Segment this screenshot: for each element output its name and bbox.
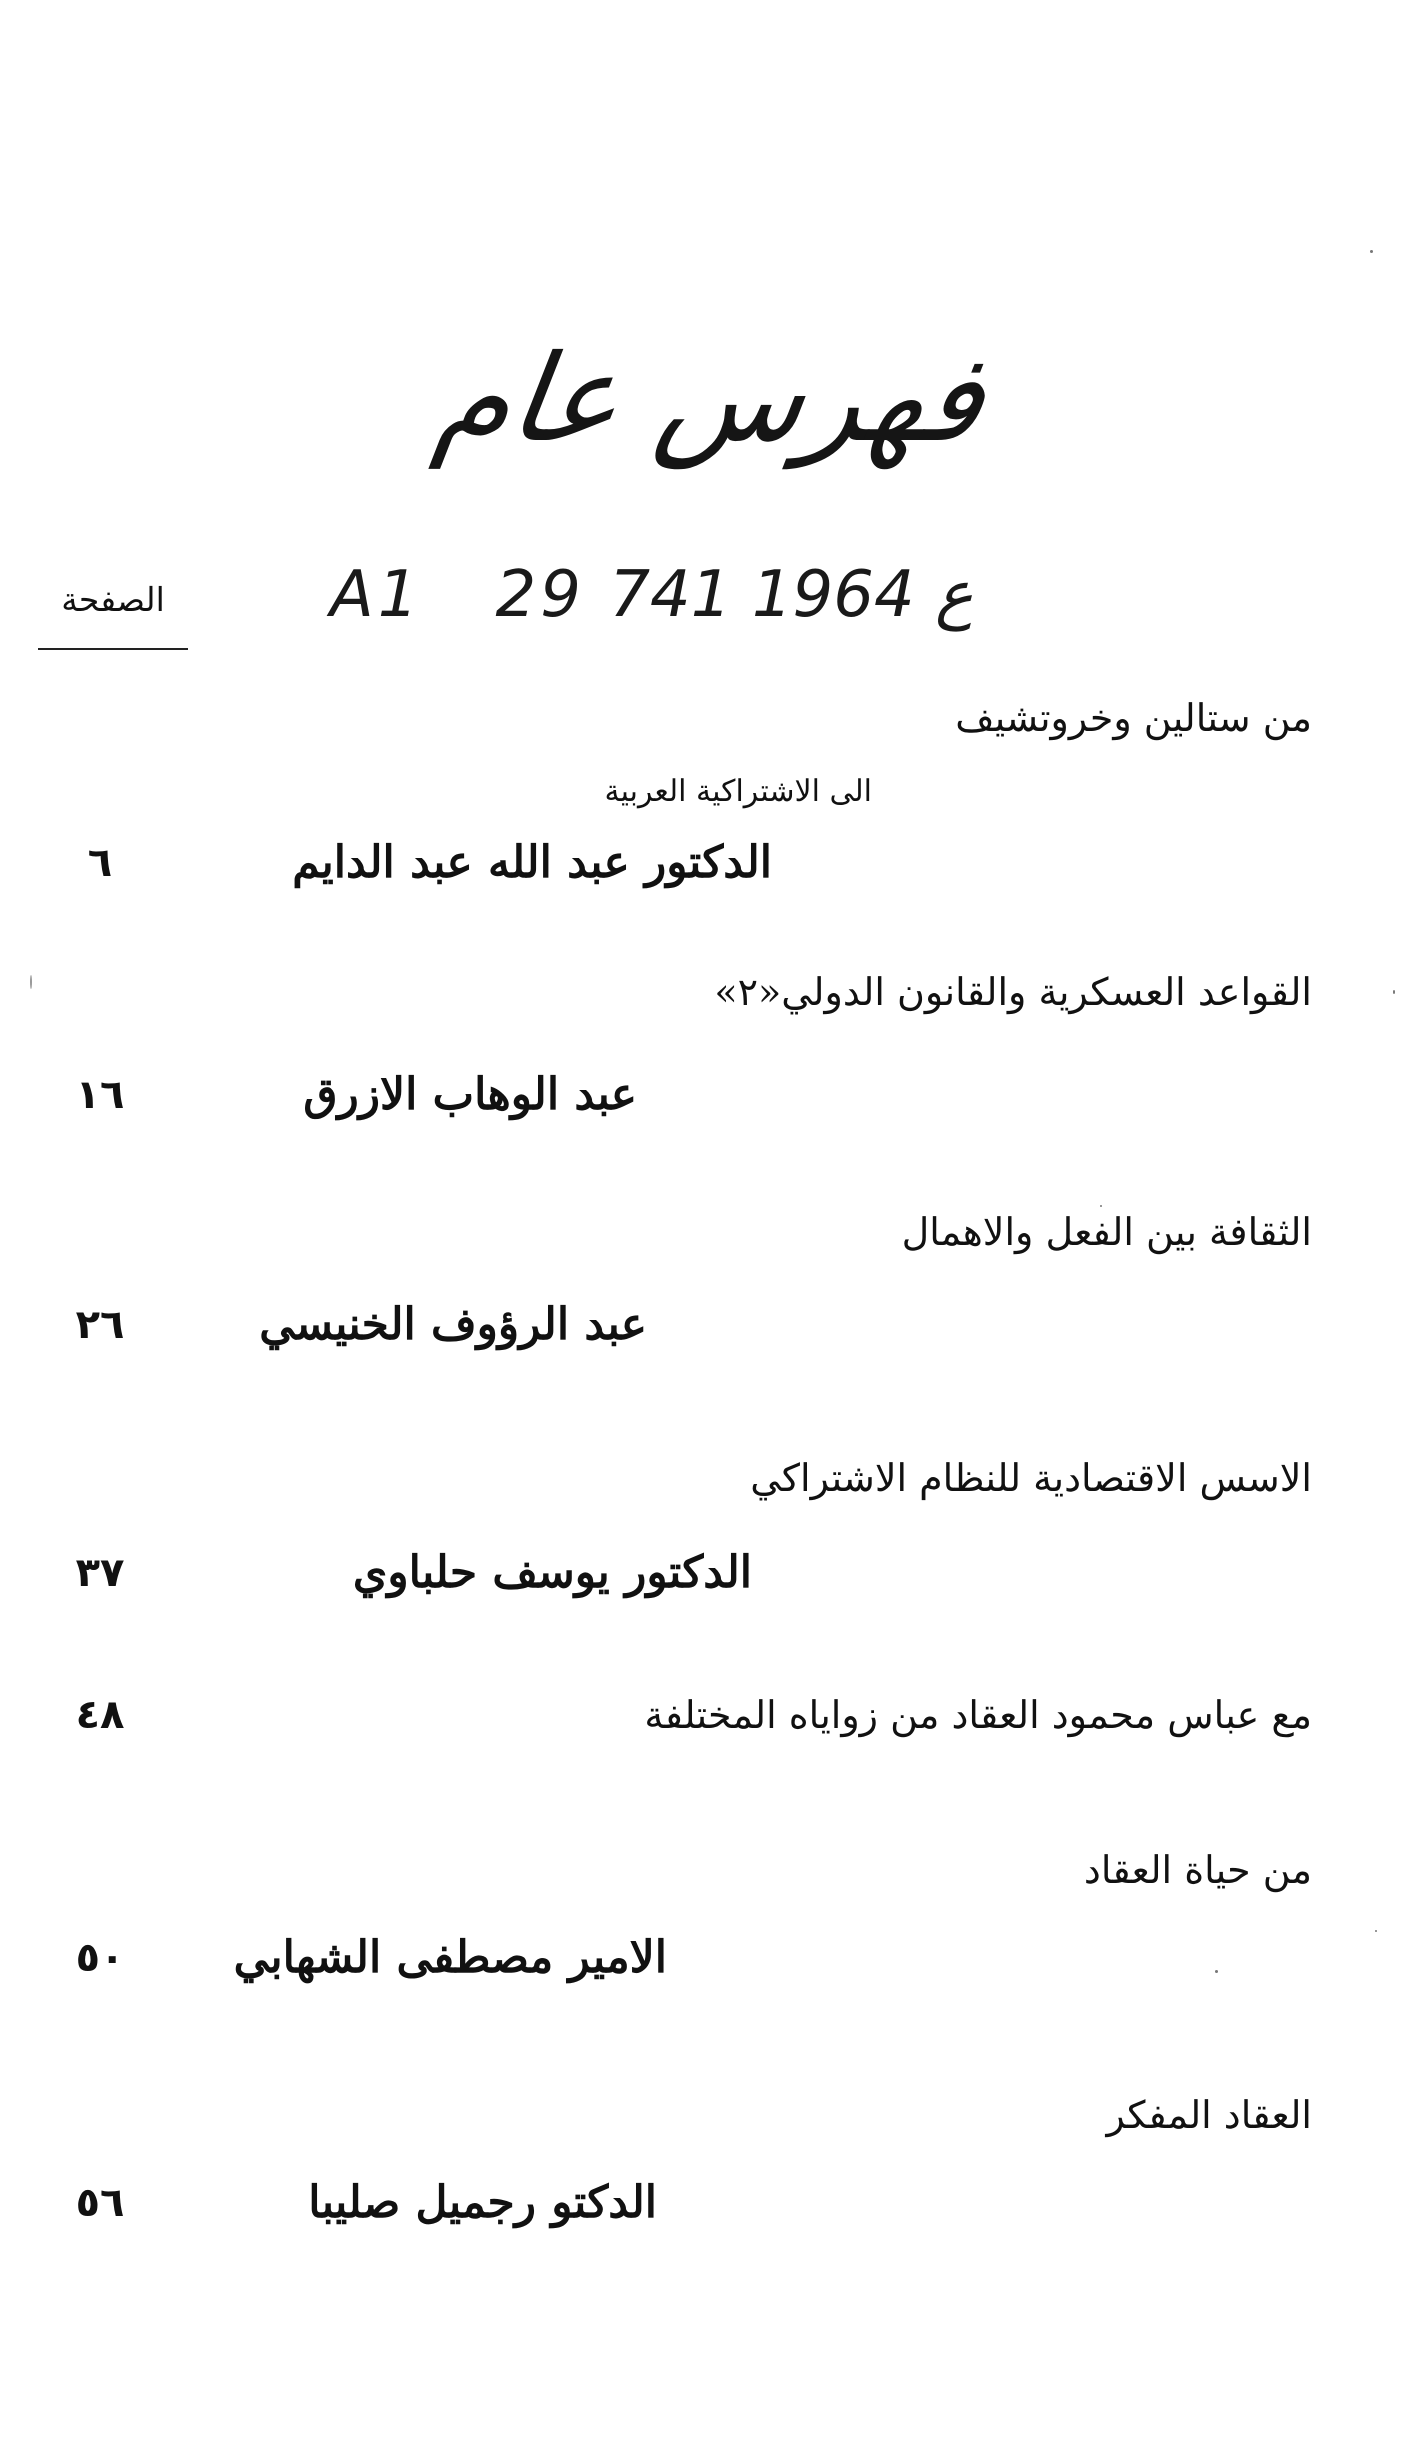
entry-title: من ستالين وخروتشيف <box>955 696 1312 740</box>
entry-author: الامير مصطفى الشهابي <box>233 1932 667 1983</box>
entry-page-number: ١٦ <box>75 1072 125 1118</box>
speck <box>1370 250 1373 253</box>
speck <box>1375 1930 1377 1932</box>
entry-author: الدكتور عبد الله عبد الدايم <box>292 837 772 888</box>
entry-title: العقاد المفكر <box>1106 2093 1312 2137</box>
entry-subtitle: الى الاشتراكية العربية <box>604 774 872 809</box>
entry-title: الثقافة بين الفعل والاهمال <box>901 1210 1312 1254</box>
entry-author: عبد الرؤوف الخنيسي <box>259 1299 647 1350</box>
entry-author: الدكتو رجميل صليبا <box>308 2177 657 2228</box>
entry-title: الاسس الاقتصادية للنظام الاشتراكي <box>750 1456 1312 1500</box>
speck <box>1393 990 1395 994</box>
entry-author: عبد الوهاب الازرق <box>303 1069 637 1120</box>
page-column-underline <box>38 648 188 650</box>
speck <box>1215 1970 1218 1973</box>
entry-page-number: ٦ <box>87 840 113 886</box>
index-heading: فهرس عام <box>427 330 993 469</box>
handwritten-reference-number: A1 29 ع 1964 741 <box>330 558 974 632</box>
entry-title: القواعد العسكرية والقانون الدولي«٢» <box>714 970 1312 1014</box>
entry-title: مع عباس محمود العقاد من زواياه المختلفة <box>644 1693 1312 1737</box>
entry-title: من حياة العقاد <box>1083 1848 1312 1892</box>
speck <box>30 975 32 989</box>
entry-page-number: ٢٦ <box>75 1302 125 1348</box>
entry-page-number: ٤٨ <box>75 1692 125 1738</box>
entry-page-number: ٥٠ <box>75 1935 125 1981</box>
entry-page-number: ٣٧ <box>75 1550 125 1596</box>
page-column-header: الصفحة <box>61 580 165 619</box>
entry-author: الدكتور يوسف حلباوي <box>352 1547 752 1598</box>
entry-page-number: ٥٦ <box>75 2180 125 2226</box>
